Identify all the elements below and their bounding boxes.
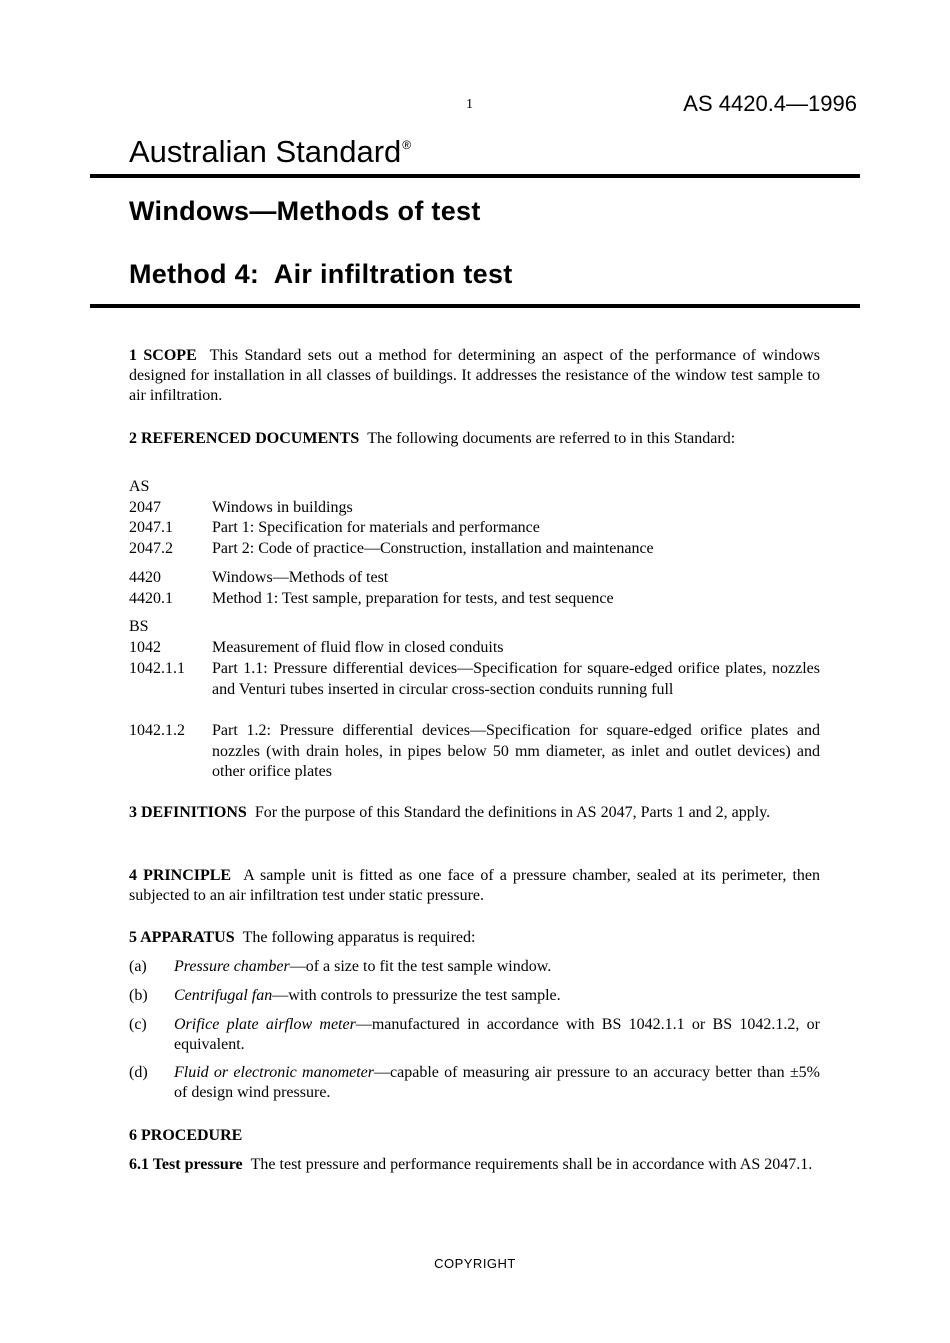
ref-item <box>129 568 820 589</box>
item-label: (d) <box>129 1064 148 1081</box>
section-text: For the purpose of this Standard the definitions in AS 2047, Parts 1 and 2, apply. <box>254 804 771 821</box>
registered-mark: ® <box>402 138 412 152</box>
ref-item <box>129 638 820 659</box>
ref-code: 4420 <box>129 569 161 586</box>
section-heading: 6 PROCEDURE <box>129 1127 243 1144</box>
subsection-test-pressure <box>129 1155 820 1175</box>
ref-group-label-as: AS <box>129 478 150 495</box>
item-text: —of a size to fit the test sample window. <box>289 958 552 975</box>
page-number: 1 <box>466 97 473 112</box>
item-label: (b) <box>129 987 148 1004</box>
item-term: Orifice plate airflow meter <box>174 1016 356 1033</box>
section-text: This Standard sets out a method for determining an aspect of the performance of windows designed for installation in all classes of buildings. It addresses the resistance of the window test sample to air infiltration. <box>129 347 821 404</box>
section-procedure <box>129 1126 820 1146</box>
brand-text: Australian Standard <box>129 134 402 169</box>
apparatus-item <box>129 1063 820 1103</box>
method-title: Method 4: Air infiltration test <box>129 259 513 289</box>
top-rule <box>90 174 860 178</box>
section-heading: 3 DEFINITIONS <box>129 804 247 821</box>
ref-title: Windows in buildings <box>212 499 353 516</box>
ref-title: Method 1: Test sample, preparation for tests, and test sequence <box>212 590 614 607</box>
ref-item <box>129 659 820 700</box>
ref-title: Part 1.1: Pressure differential devices—Specification for square-edged orifice plates, nozzles and Venturi tubes inserted in circular cross-section conduits running full <box>212 660 820 698</box>
section-heading: 2 REFERENCED DOCUMENTS <box>129 430 360 447</box>
ref-title: Part 1: Specification for materials and performance <box>212 519 540 536</box>
document-title: Windows—Methods of test <box>129 196 481 226</box>
section-scope <box>129 346 820 406</box>
bottom-rule <box>90 304 860 308</box>
ref-code: 4420.1 <box>129 590 173 607</box>
section-references <box>129 429 820 449</box>
ref-code: 1042.1.2 <box>129 722 185 739</box>
ref-item <box>129 589 820 610</box>
subsection-heading: 6.1 Test pressure <box>129 1156 243 1173</box>
ref-code: 1042 <box>129 639 161 656</box>
section-text: A sample unit is fitted as one face of a pressure chamber, sealed at its perimeter, then subjected to an air infiltration test under static pressure. <box>129 867 821 904</box>
apparatus-item <box>129 1015 820 1055</box>
section-principle <box>129 866 820 906</box>
section-heading: 1 SCOPE <box>129 347 197 364</box>
section-text: The following documents are referred to in this Standard: <box>367 430 736 447</box>
copyright-footer: COPYRIGHT <box>434 1256 516 1271</box>
section-heading: 5 APPARATUS <box>129 929 235 946</box>
ref-code: 2047.2 <box>129 540 173 557</box>
ref-group-label-bs: BS <box>129 618 149 635</box>
item-term: Fluid or electronic manometer <box>174 1064 375 1081</box>
apparatus-item <box>129 986 820 1006</box>
apparatus-item <box>129 957 820 977</box>
ref-item <box>129 498 820 519</box>
item-label: (c) <box>129 1016 147 1033</box>
ref-item <box>129 721 820 783</box>
ref-item <box>129 518 820 539</box>
section-apparatus <box>129 928 820 948</box>
section-text: The following apparatus is required: <box>242 929 476 946</box>
item-text: —capable of measuring air pressure to an accuracy better than ±5% of design wind pressure. <box>174 1064 821 1101</box>
item-term: Pressure chamber <box>174 958 290 975</box>
ref-title: Measurement of fluid flow in closed conduits <box>212 639 504 656</box>
ref-item <box>129 539 820 560</box>
section-definitions <box>129 803 820 823</box>
ref-code: 2047 <box>129 499 161 516</box>
ref-code: 2047.1 <box>129 519 173 536</box>
item-term: Centrifugal fan <box>174 987 273 1004</box>
section-heading: 4 PRINCIPLE <box>129 867 232 884</box>
item-text: —with controls to pressurize the test sample. <box>272 987 561 1004</box>
subsection-text: The test pressure and performance requirements shall be in accordance with AS 2047.1. <box>250 1156 813 1173</box>
item-text: —manufactured in accordance with BS 1042.1.1 or BS 1042.1.2, or equivalent. <box>174 1016 820 1053</box>
ref-code: 1042.1.1 <box>129 660 185 677</box>
ref-title: Part 2: Code of practice—Construction, installation and maintenance <box>212 540 654 557</box>
ref-title: Part 1.2: Pressure differential devices—Specification for square-edged orifice plates and nozzles (with drain holes, in pipes below 50 mm diameter, as inlet and outlet devices) and other orifice plates <box>212 722 820 780</box>
standard-brand <box>129 134 411 170</box>
standard-code: AS 4420.4—1996 <box>683 91 857 116</box>
item-label: (a) <box>129 958 147 975</box>
ref-title: Windows—Methods of test <box>212 569 389 586</box>
